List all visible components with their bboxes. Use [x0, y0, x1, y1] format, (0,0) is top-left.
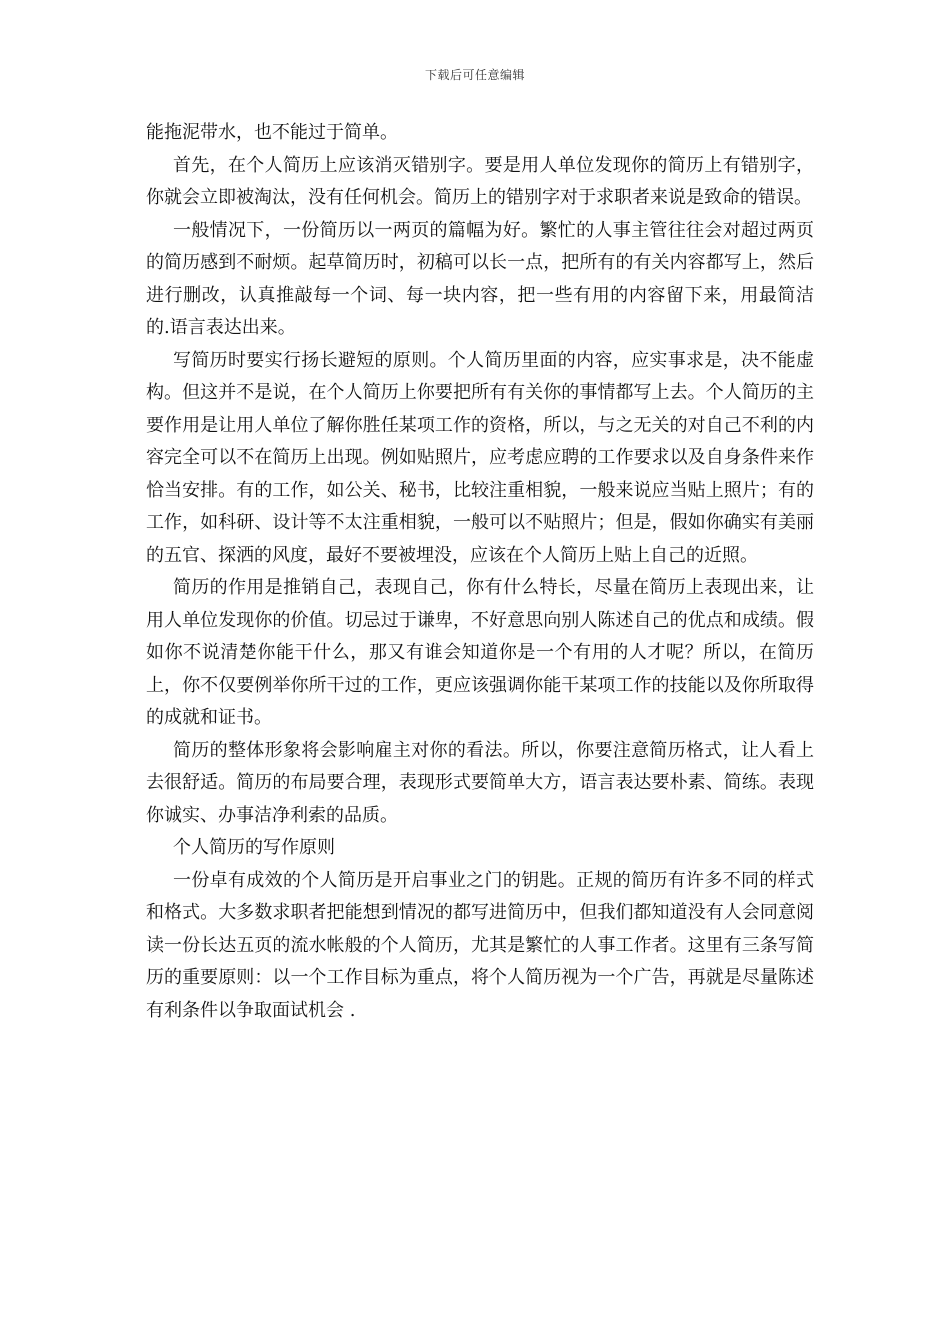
- paragraph-continuation: 能拖泥带水，也不能过于简单。: [146, 122, 398, 143]
- page-header: 下载后可任意编辑: [424, 68, 525, 82]
- paragraph-overall-image: 简历的整体形象将会影响雇主对你的看法。所以，你要注意简历格式，让人看上去很舒适。简历的布局要合理，表现形式要简单大方，语言表达要朴素、简练。表现你诚实、办事洁净利索的品质。: [146, 739, 814, 826]
- section-heading: 个人简历的写作原则: [173, 837, 335, 858]
- paragraph-principles: 一份卓有成效的个人简历是开启事业之门的钥匙。正规的简历有许多不同的样式和格式。大多数求职者把能想到情况的都写进简历中，但我们都知道没有人会同意阅读一份长达五页的流水帐般的个人简历，尤其是繁忙的人事工作者。这里有三条写简历的重要原则：以一个工作目标为重点，将个人简历视为一个广告，再就是尽量陈述有利条件以争取面试机会 .: [146, 869, 814, 1021]
- document-body: [146, 117, 814, 1027]
- paragraph-length: 一般情况下，一份简历以一两页的篇幅为好。繁忙的人事主管往往会对超过两页的简历感到不耐烦。起草简历时，初稿可以长一点，把所有的有关内容都写上，然后进行删改，认真推敲每一个词、每一块内容，把一些有用的内容留下来，用最简洁的.语言表达出来。: [146, 219, 814, 338]
- paragraph-self-promotion: 简历的作用是推销自己，表现自己，你有什么特长，尽量在简历上表现出来，让用人单位发现你的价值。切忌过于谦卑，不好意思向别人陈述自己的优点和成绩。假如你不说清楚你能干什么，那又有谁会知道你是一个有用的人才呢？所以，在简历上，你不仅要例举你所干过的工作，更应该强调你能干某项工作的技能以及你所取得的成就和证书。: [146, 577, 814, 728]
- paragraph-typos: 首先，在个人简历上应该消灭错别字。要是用人单位发现你的简历上有错别字，你就会立即被淘汰，没有任何机会。简历上的错别字对于求职者来说是致命的错误。: [146, 154, 814, 208]
- paragraph-strengths: 写简历时要实行扬长避短的原则。个人简历里面的内容，应实事求是，决不能虚构。但这并不是说，在个人简历上你要把所有有关你的事情都写上去。个人简历的主要作用是让用人单位了解你胜任某项工作的资格，所以，与之无关的对自己不利的内容完全可以不在简历上出现。例如贴照片，应考虑应聘的工作要求以及自身条件来作恰当安排。有的工作，如公关、秘书，比较注重相貌，一般来说应当贴上照片；有的工作，如科研、设计等不太注重相貌，一般可以不贴照片；但是，假如你确实有美丽的五官、探洒的风度，最好不要被埋没，应该在个人简历上贴上自己的近照。: [146, 349, 814, 566]
